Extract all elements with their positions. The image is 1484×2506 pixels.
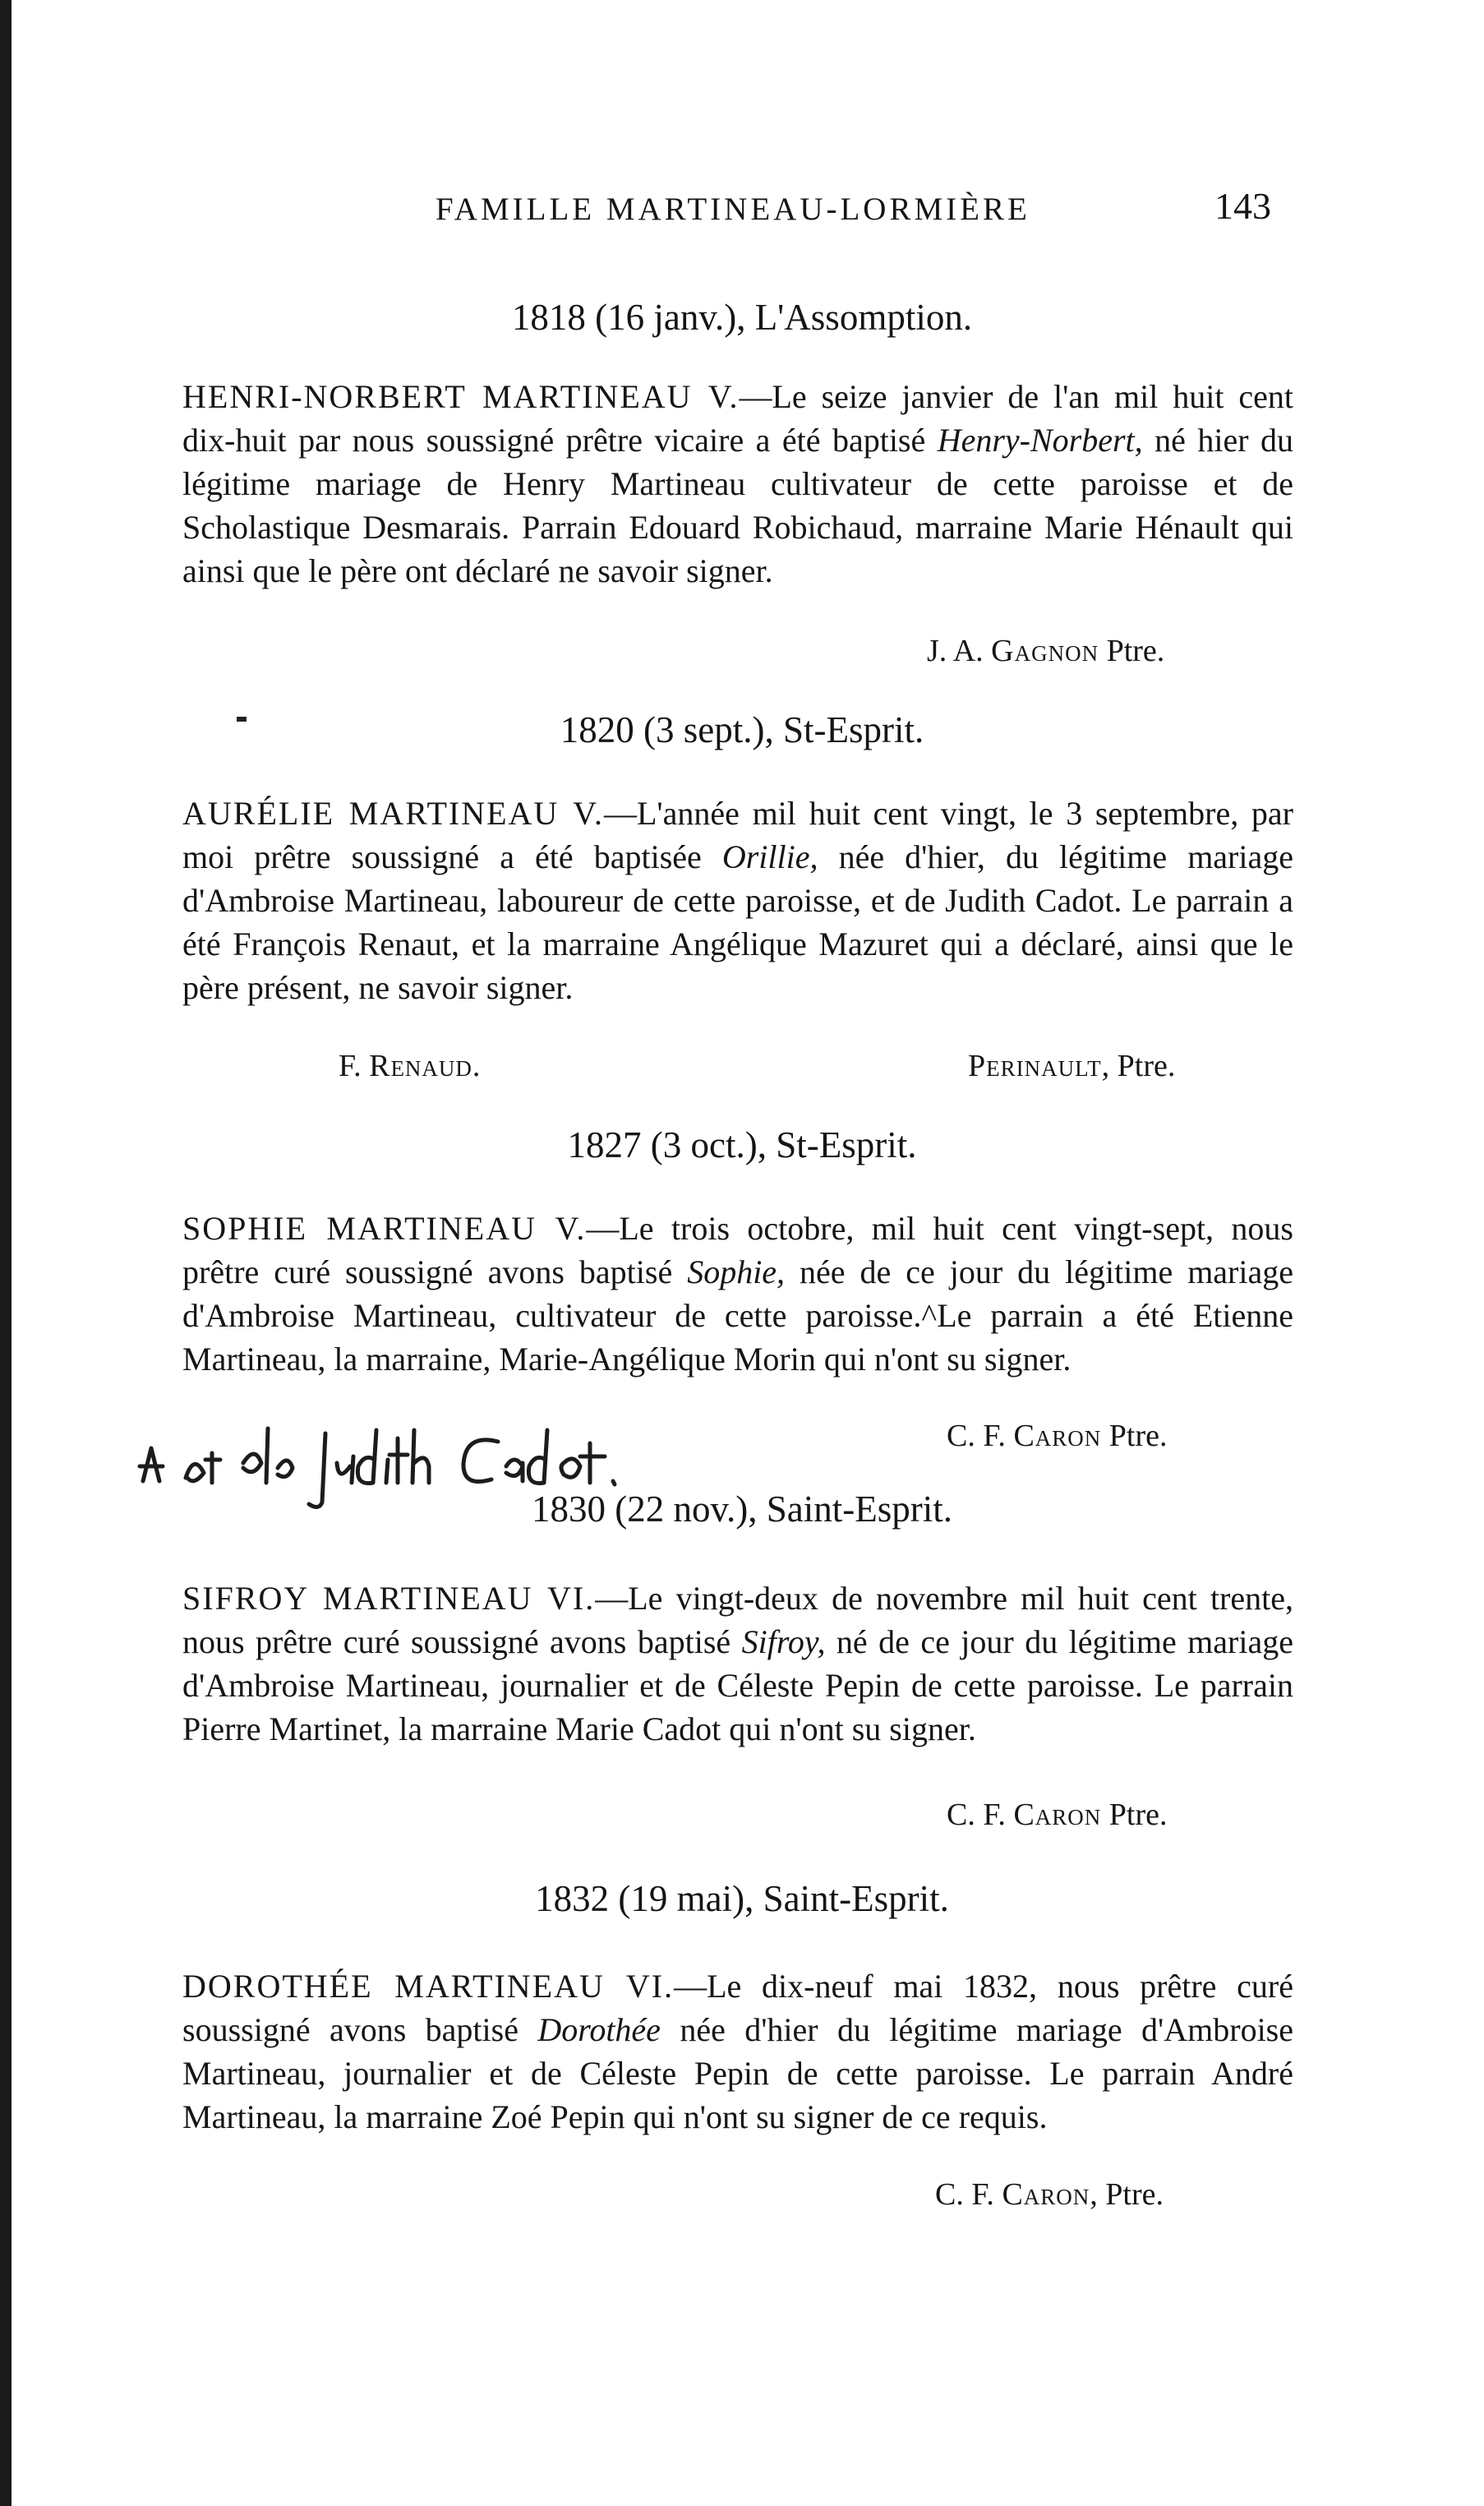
- entry-body-end: née d'hier, du légitime mariage d'Ambroise Martineau, laboureur de cette paroisse, et de Judith Cadot. Le parrain a été François Renaut, et la marraine Angélique Mazuret qui a déclaré, ainsi que le père présent, ne savoir signer.: [182, 838, 1293, 1006]
- entry-heading-1827: [0, 1124, 1484, 1166]
- signature-caron: C. F. Caron, Ptre.: [935, 2177, 1164, 2212]
- entry-year: 1818: [511, 297, 586, 338]
- baptized-name: Dorothée: [537, 2011, 661, 2048]
- entry-body-start: —Le vingt-deux de novembre mil huit cent trente, nous prêtre curé soussigné avons baptisé: [182, 1580, 1293, 1660]
- entry-date-place: (3 oct.), St-Esprit.: [650, 1124, 917, 1165]
- entry-body-start: —L'année mil huit cent vingt, le 3 septembre, par moi prêtre soussigné a été baptisée: [182, 795, 1293, 875]
- entry-body-start: —Le dix-neuf mai 1832, nous prêtre curé soussigné avons baptisé: [182, 1968, 1293, 2048]
- entry-year: 1820: [560, 709, 634, 750]
- entry-body-end: née d'hier du légitime mariage d'Ambroise Martineau, journalier et de Céleste Pepin de cette paroisse. Le parrain André Martineau, la marraine Zoé Pepin qui n'ont su signer de ce requis.: [182, 2011, 1293, 2135]
- entry-year: 1832: [535, 1878, 610, 1919]
- baptized-name: Sifroy,: [741, 1623, 826, 1660]
- entry-name: DOROTHÉE MARTINEAU VI.: [182, 1968, 675, 2005]
- signature-renaud: F. Renaud.: [339, 1049, 482, 1083]
- signature-gagnon: J. A. Gagnon Ptre.: [927, 634, 1165, 668]
- entry-date-place: (3 sept.), St-Esprit.: [643, 709, 924, 750]
- signature-caron: C. F. Caron Ptre.: [947, 1419, 1168, 1453]
- entry-name: SOPHIE MARTINEAU V.: [182, 1210, 587, 1247]
- entry-year: 1827: [567, 1124, 642, 1165]
- entry-date-place: (19 mai), Saint-Esprit.: [618, 1878, 949, 1919]
- entry-date-place: (16 janv.), L'Assomption.: [595, 297, 973, 338]
- entry-date-place: (22 nov.), Saint-Esprit.: [615, 1488, 953, 1530]
- running-title: FAMILLE MARTINEAU-LORMIÈRE: [436, 192, 1030, 227]
- entry-body-end: née de ce jour du légitime mariage d'Ambroise Martineau, cultivateur de cette paroisse.^Le parrain a été Etienne Martineau, la marraine, Marie-Angélique Morin qui n'ont su signer.: [182, 1253, 1294, 1378]
- entry-body-start: —Le trois octobre, mil huit cent vingt-sept, nous prêtre curé soussigné avons baptisé: [182, 1210, 1294, 1290]
- entry-heading-1818: [0, 296, 1484, 339]
- signature-perinault: Perinault, Ptre.: [968, 1049, 1176, 1083]
- entry-text-1830: [182, 1576, 1293, 1751]
- entry-name: HENRI-NORBERT MARTINEAU V.: [182, 378, 740, 415]
- entry-name: AURÉLIE MARTINEAU V.: [182, 795, 604, 832]
- entry-heading-1832: [0, 1877, 1484, 1920]
- entry-body-end: né hier du légitime mariage de Henry Martineau cultivateur de cette paroisse et de Scholastique Desmarais. Parrain Edouard Robichaud, marraine Marie Hénault qui ainsi que le père ont déclaré ne savoir signer.: [182, 422, 1293, 589]
- entry-heading-1830: [0, 1488, 1484, 1530]
- entry-text-1827: [182, 1207, 1293, 1381]
- entry-text-1832: [182, 1964, 1293, 2139]
- entry-year: 1830: [531, 1488, 606, 1530]
- entry-body-end: né de ce jour du légitime mariage d'Ambroise Martineau, journalier et de Céleste Pepin de cette paroisse. Le parrain Pierre Martinet, la marraine Marie Cadot qui n'ont su signer.: [182, 1623, 1293, 1747]
- entry-heading-1820: [0, 708, 1484, 751]
- baptized-name: Henry-Norbert,: [937, 422, 1143, 459]
- signature-caron: C. F. Caron Ptre.: [947, 1798, 1168, 1832]
- entry-body-start: —Le seize janvier de l'an mil huit cent dix-huit par nous soussigné prêtre vicaire a été baptisé: [182, 378, 1294, 459]
- entry-name: SIFROY MARTINEAU VI.: [182, 1580, 596, 1617]
- baptized-name: Sophie,: [687, 1253, 786, 1290]
- entry-text-1820: [182, 791, 1293, 1009]
- baptized-name: Orillie,: [721, 838, 818, 875]
- page-number: 143: [1214, 185, 1271, 227]
- entry-text-1818: [182, 375, 1293, 593]
